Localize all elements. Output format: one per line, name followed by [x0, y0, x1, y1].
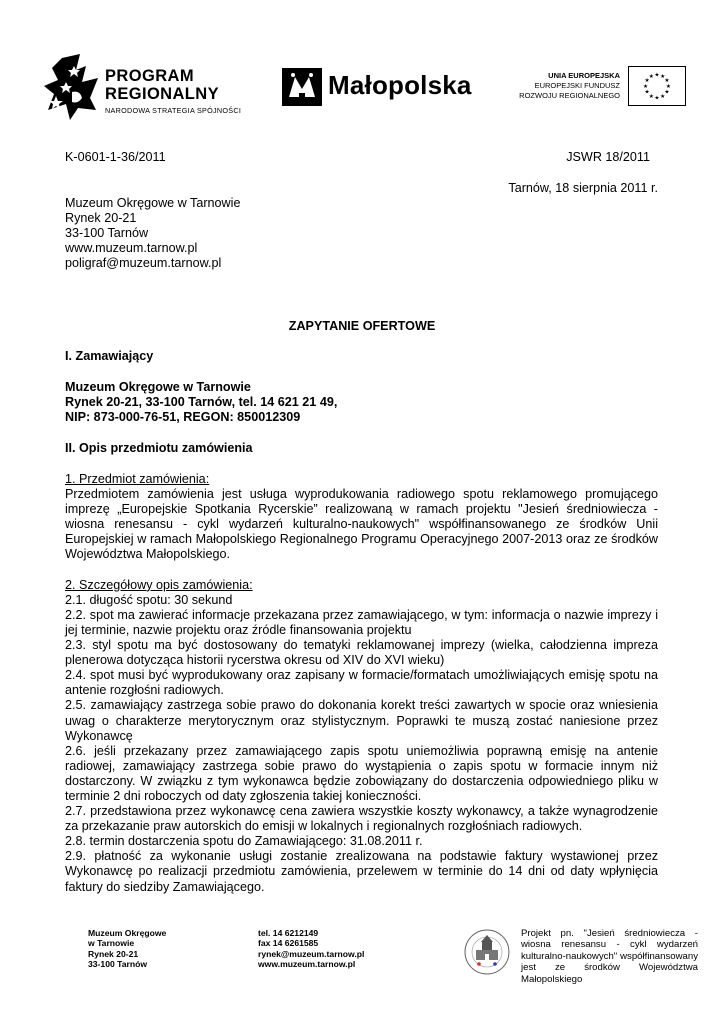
footer-fax: fax 14 6261585: [258, 938, 319, 949]
footer-line: Muzeum Okręgowe: [88, 928, 167, 938]
eu-flag-icon: [628, 66, 686, 106]
detail-item: 2.5. zamawiający zastrzega sobie prawo do dokonania korekt treści zawartych w spocie oraz wniesienia uwag o charakterze merytorycznym oraz stylistycznym. Poprawki te muszą zostać naniesione przez Wykonawcę: [65, 698, 658, 743]
footer-phone: tel. 14 6212149: [258, 928, 319, 938]
eu-line3: ROZWOJU REGIONALNEGO: [519, 91, 620, 100]
footer-website: www.muzeum.tarnow.pl: [258, 958, 356, 969]
svg-text:★: ★: [648, 74, 654, 81]
program-regionalny-icon: [42, 52, 100, 122]
detail-item: 2.3. styl spotu ma być dostosowany do tematyki reklamowanej imprezy (wielka, całodzienna impreza plenerowa dotycząca historii rycerstwa okresu od XIV do XVI wieku): [65, 638, 658, 668]
svg-text:★: ★: [660, 93, 666, 100]
svg-text:★: ★: [660, 74, 666, 81]
case-number: JSWR 18/2011: [566, 150, 650, 164]
sender-address: [65, 196, 240, 271]
section1-line: NIP: 873-000-76-51, REGON: 850012309: [65, 410, 301, 425]
detail-item: 2.2. spot ma zawierać informacje przekazana przez zamawiającego, w tym: informacja o nazwie imprezy i jej terminie, nazwie projektu oraz źródle finansowania projektu: [65, 607, 658, 637]
malopolska-emblem-icon: [281, 67, 323, 107]
section1-line: Muzeum Okręgowe w Tarnowie: [65, 380, 251, 394]
subsection1-text: Przedmiotem zamówienia jest usługa wyprodukowania radiowego spotu reklamowego promującego imprezę „Europejskie Spotkania Rycerskie” realizowaną w ramach projektu "Jesień średniowiecza - wiosna renesansu - cykl wydarzeń kulturalno-naukowych" współfinansowanego ze środków Unii Europejskiej w ramach Małopolskiego Regionalnego Programu Operacyjnego 2007-2013 oraz ze środków Województwa Małopolskiego.: [65, 487, 658, 562]
footer-line: 33-100 Tarnów: [88, 958, 148, 969]
section2-heading: II. Opis przedmiotu zamówienia: [65, 441, 253, 455]
section1-line: Rynek 20-21, 33-100 Tarnów, tel. 14 621 21 49,: [65, 395, 338, 410]
program-regionalny-line1: PROGRAM: [105, 67, 194, 85]
page-title: ZAPYTANIE OFERTOWE: [288, 319, 436, 333]
footer-email: rynek@muzeum.tarnow.pl: [258, 948, 365, 959]
sender-email: poligraf@muzeum.tarnow.pl: [65, 256, 222, 271]
svg-text:★: ★: [654, 72, 660, 79]
footer-line: Rynek 20-21: [88, 948, 139, 959]
sender-line: 33-100 Tarnów: [65, 226, 149, 241]
detail-item: 2.1. długość spotu: 30 sekund: [65, 592, 233, 607]
detail-item: 2.4. spot musi być wyprodukowany oraz zapisany w formacie/formatach umożliwiających emisję spotu na antenie rozgłośni radiowych.: [65, 668, 658, 698]
program-regionalny-logo: [42, 52, 257, 124]
detail-item: 2.6. jeśli przekazany przez zamawiającego zapis spotu uniemożliwia poprawną emisję na antenie radiowej, zamawiający zastrzega sobie prawo do wystąpienia o zapis spotu w formacie innym niż dostarczony. W związku z tym wykonawca będzie zobowiązany do dostarczenia odpowiedniego pliku w terminie 2 dni roboczych od daty zgłoszenia takiej konieczności.: [65, 743, 658, 803]
svg-text:★: ★: [665, 83, 671, 90]
subsection2-heading: 2. Szczegółowy opis zamówienia:: [65, 577, 253, 592]
svg-text:★: ★: [654, 95, 660, 102]
eu-logo: [510, 66, 686, 108]
place-date: Tarnów, 18 sierpnia 2011 r.: [508, 181, 658, 195]
section2-body: [65, 472, 658, 895]
detail-item: 2.8. termin dostarczenia spotu do Zamawiającego: 31.08.2011 r.: [65, 834, 423, 849]
sender-website: www.muzeum.tarnow.pl: [65, 241, 198, 256]
svg-text:★: ★: [648, 93, 654, 100]
subsection1-heading: 1. Przedmiot zamówienia:: [65, 472, 210, 486]
eu-line2: EUROPEJSKI FUNDUSZ: [534, 81, 620, 90]
svg-text:★: ★: [643, 83, 649, 90]
svg-text:★: ★: [664, 89, 670, 96]
eu-text: [519, 71, 620, 101]
program-regionalny-line2: REGIONALNY: [105, 85, 220, 103]
malopolska-logo: [281, 67, 486, 109]
footer-address: [88, 928, 166, 969]
section1-heading: I. Zamawiający: [65, 349, 154, 363]
detail-item: 2.9. płatność za wykonanie usługi zostanie zrealizowana na podstawie faktury wystawionej przez Wykonawcę po realizacji przedmiotu zamówienia, przelewem w terminie do 14 dni od daty wpłynięcia faktury do siedziby Zamawiającego.: [65, 849, 658, 894]
sender-line: Muzeum Okręgowe w Tarnowie: [65, 196, 241, 210]
program-regionalny-sub: NARODOWA STRATEGIA SPÓJNOŚCI: [105, 106, 242, 115]
reference-number: K-0601-1-36/2011: [65, 150, 166, 164]
footer-line: w Tarnowie: [88, 938, 135, 949]
sender-line: Rynek 20-21: [65, 211, 137, 226]
svg-text:★: ★: [644, 78, 650, 85]
svg-text:★: ★: [664, 78, 670, 85]
footer-contact: [258, 928, 364, 969]
section1-body: [65, 380, 337, 425]
museum-seal-icon: [463, 928, 511, 976]
svg-text:★: ★: [644, 89, 650, 96]
detail-item: 2.7. przedstawiona przez wykonawcę cena zawiera wszystkie koszty wykonawcy, a także wynagrodzenie za przekazanie praw autorskich do emisji w lokalnych i regionalnych rozgłośniach radiowych.: [65, 804, 658, 834]
malopolska-name: Małopolska: [328, 70, 472, 100]
project-note: Projekt pn. "Jesień średniowiecza - wiosna renesansu - cykl wydarzeń kulturalno-naukowych" współfinansowany jest ze środków Województwa Małopolskiego: [521, 928, 698, 985]
eu-line1: UNIA EUROPEJSKA: [548, 71, 620, 80]
